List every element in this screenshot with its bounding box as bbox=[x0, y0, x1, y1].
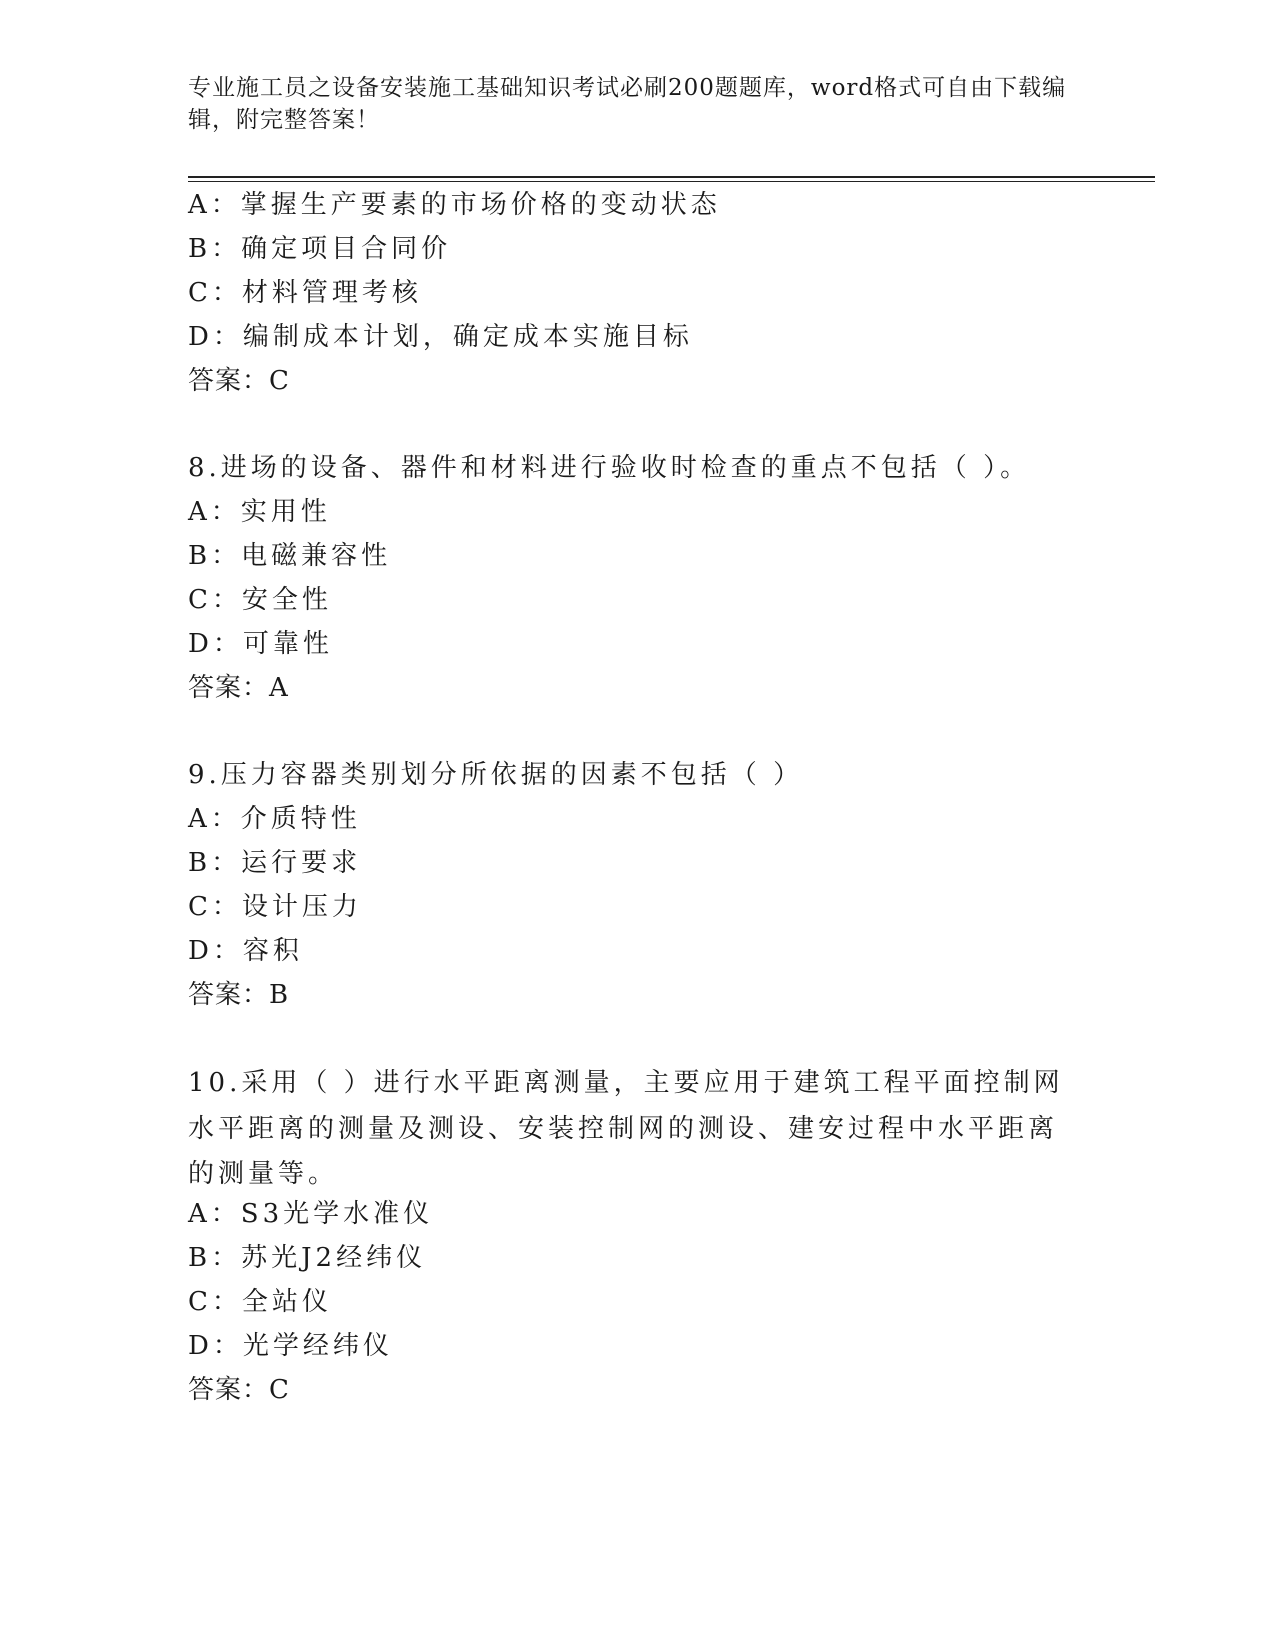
q9-option-c: C：设计压力 bbox=[188, 892, 362, 922]
q9-answer: 答案：B bbox=[188, 980, 290, 1010]
header-rule-thin bbox=[188, 181, 1155, 182]
q9-option-a: A：介质特性 bbox=[188, 804, 361, 834]
q7-option-b: B：确定项目合同价 bbox=[188, 234, 452, 264]
q10-answer: 答案：C bbox=[188, 1375, 290, 1405]
q7-option-d: D：编制成本计划，确定成本实施目标 bbox=[188, 322, 693, 352]
q8-option-c: C：安全性 bbox=[188, 585, 332, 615]
q10-option-b: B：苏光J2经纬仪 bbox=[188, 1243, 427, 1273]
q8-option-b: B：电磁兼容性 bbox=[188, 541, 392, 571]
header-rule-thick bbox=[188, 176, 1155, 178]
document-header: 专业施工员之设备安装施工基础知识考试必刷200题题库，word格式可自由下载编辑，附完整答案！ bbox=[188, 75, 1067, 133]
q8-question: 8.进场的设备、器件和材料进行验收时检查的重点不包括（ ）。 bbox=[188, 453, 1031, 483]
q10-option-a: A：S3光学水准仪 bbox=[188, 1199, 434, 1229]
q8-option-d: D：可靠性 bbox=[188, 629, 333, 659]
q10-option-c: C：全站仪 bbox=[188, 1287, 332, 1317]
q10-option-d: D：光学经纬仪 bbox=[188, 1331, 393, 1361]
q8-option-a: A：实用性 bbox=[188, 497, 331, 527]
q8-answer: 答案：A bbox=[188, 673, 289, 703]
q9-option-b: B：运行要求 bbox=[188, 848, 362, 878]
q9-question: 9.压力容器类别划分所依据的因素不包括（ ） bbox=[188, 760, 804, 790]
q7-option-c: C：材料管理考核 bbox=[188, 278, 422, 308]
q7-option-a: A：掌握生产要素的市场价格的变动状态 bbox=[188, 190, 721, 220]
q9-option-d: D：容积 bbox=[188, 936, 303, 966]
q7-answer: 答案：C bbox=[188, 366, 290, 396]
q10-question: 10.采用（ ）进行水平距离测量，主要应用于建筑工程平面控制网水平距离的测量及测设、安装控制网的测设、建安过程中水平距离的测量等。 bbox=[188, 1068, 1064, 1189]
